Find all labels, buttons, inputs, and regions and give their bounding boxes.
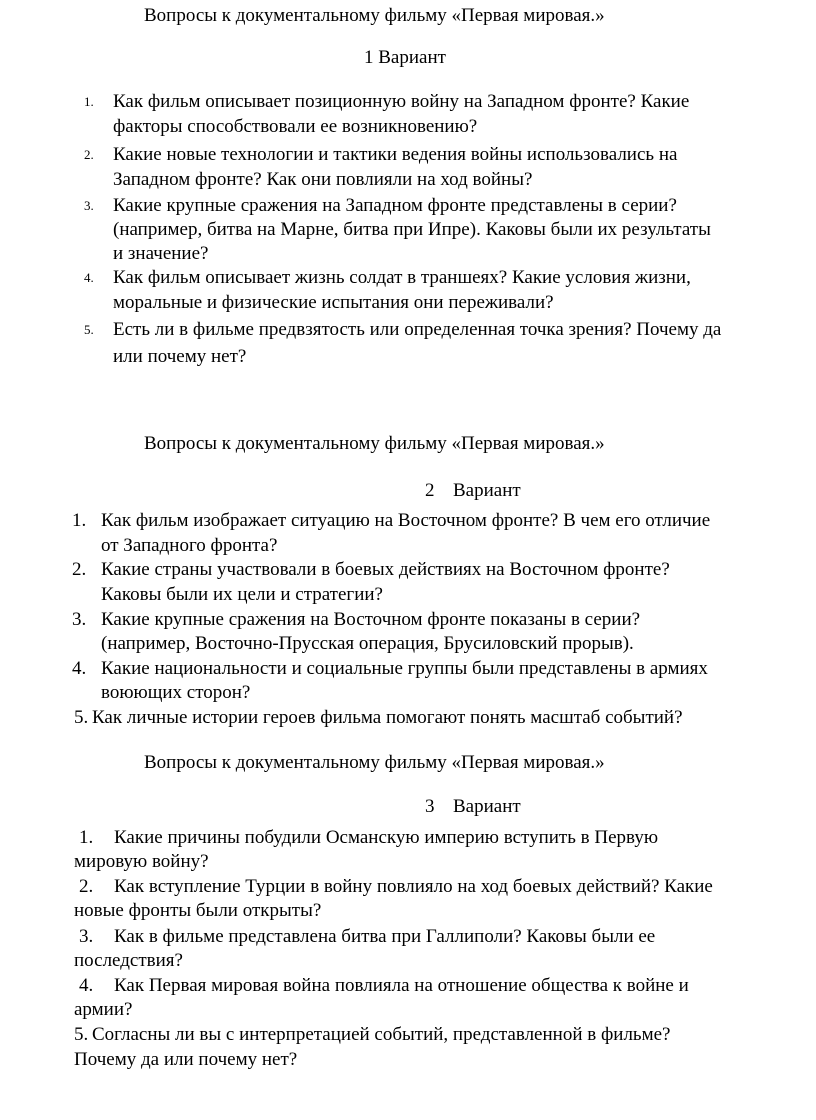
section-2-variant-number: 2 bbox=[425, 480, 435, 501]
s3-q5-line1: Согласны ли вы с интерпретацией событий, представленной в фильме? bbox=[92, 1024, 671, 1045]
s3-q2-number: 2. bbox=[79, 876, 94, 897]
s2-q5-number: 5. bbox=[74, 707, 89, 728]
section-1-title: Вопросы к документальному фильму «Первая мировая.» bbox=[144, 5, 605, 26]
s1-q2-line2: Западном фронте? Как они повлияли на ход войны? bbox=[113, 169, 533, 190]
s2-q4-line1: Какие национальности и социальные группы были представлены в армиях bbox=[101, 658, 708, 679]
s3-q4-line2: армии? bbox=[74, 999, 133, 1020]
s1-q3-number: 3. bbox=[84, 198, 94, 213]
s3-q4-line1: Как Первая мировая война повлияла на отношение общества к войне и bbox=[114, 975, 689, 996]
s1-q2-number: 2. bbox=[84, 147, 94, 162]
s2-q3-number: 3. bbox=[72, 609, 87, 630]
s2-q3-line1: Какие крупные сражения на Восточном фронте показаны в серии? bbox=[101, 609, 641, 630]
section-2-title: Вопросы к документальному фильму «Первая мировая.» bbox=[144, 433, 605, 454]
s1-q3-line3: и значение? bbox=[113, 243, 209, 264]
s2-q2-line1: Какие страны участвовали в боевых действиях на Восточном фронте? bbox=[101, 559, 670, 580]
s3-q5-line2: Почему да или почему нет? bbox=[74, 1049, 298, 1070]
s1-q4-line2: моральные и физические испытания они переживали? bbox=[113, 292, 554, 313]
s2-q4-line2: воюющих сторон? bbox=[101, 682, 251, 703]
s3-q4-number: 4. bbox=[79, 975, 94, 996]
s1-q3-line2: (например, битва на Марне, битва при Ипре). Каковы были их результаты bbox=[113, 219, 711, 240]
s2-q3-line2: (например, Восточно-Прусская операция, Брусиловский прорыв). bbox=[101, 633, 634, 654]
s1-q5-line1: Есть ли в фильме предвзятость или определенная точка зрения? Почему да bbox=[113, 319, 722, 340]
s2-q2-number: 2. bbox=[72, 559, 87, 580]
s1-q5-line2: или почему нет? bbox=[113, 346, 247, 367]
section-2-variant-word: Вариант bbox=[453, 480, 521, 501]
s1-q1-line1: Как фильм описывает позиционную войну на Западном фронте? Какие bbox=[113, 91, 690, 112]
s3-q2-line1: Как вступление Турции в войну повлияло на ход боевых действий? Какие bbox=[114, 876, 713, 897]
s1-q5-number: 5. bbox=[84, 322, 94, 337]
s3-q3-line2: последствия? bbox=[74, 950, 183, 971]
s3-q1-number: 1. bbox=[79, 827, 94, 848]
s2-q2-line2: Каковы были их цели и стратегии? bbox=[101, 584, 383, 605]
s3-q3-number: 3. bbox=[79, 926, 94, 947]
section-1-variant: 1 Вариант bbox=[364, 47, 446, 68]
s2-q4-number: 4. bbox=[72, 658, 87, 679]
s1-q3-line1: Какие крупные сражения на Западном фронте представлены в серии? bbox=[113, 195, 677, 216]
section-3-variant-number: 3 bbox=[425, 796, 435, 817]
s2-q1-line2: от Западного фронта? bbox=[101, 535, 278, 556]
section-3-variant-word: Вариант bbox=[453, 796, 521, 817]
s1-q4-line1: Как фильм описывает жизнь солдат в траншеях? Какие условия жизни, bbox=[113, 267, 691, 288]
s2-q5-line1: Как личные истории героев фильма помогают понять масштаб событий? bbox=[92, 707, 683, 728]
s3-q5-number: 5. bbox=[74, 1024, 89, 1045]
s1-q4-number: 4. bbox=[84, 270, 94, 285]
s3-q1-line1: Какие причины побудили Османскую империю вступить в Первую bbox=[114, 827, 659, 848]
section-3-title: Вопросы к документальному фильму «Первая мировая.» bbox=[144, 752, 605, 773]
s1-q2-line1: Какие новые технологии и тактики ведения войны использовались на bbox=[113, 144, 678, 165]
s2-q1-line1: Как фильм изображает ситуацию на Восточном фронте? В чем его отличие bbox=[101, 510, 711, 531]
s1-q1-line2: факторы способствовали ее возникновению? bbox=[113, 116, 478, 137]
s3-q1-line2: мировую войну? bbox=[74, 851, 209, 872]
s1-q1-number: 1. bbox=[84, 94, 94, 109]
s2-q1-number: 1. bbox=[72, 510, 87, 531]
s3-q2-line2: новые фронты были открыты? bbox=[74, 900, 322, 921]
s3-q3-line1: Как в фильме представлена битва при Галлиполи? Каковы были ее bbox=[114, 926, 656, 947]
